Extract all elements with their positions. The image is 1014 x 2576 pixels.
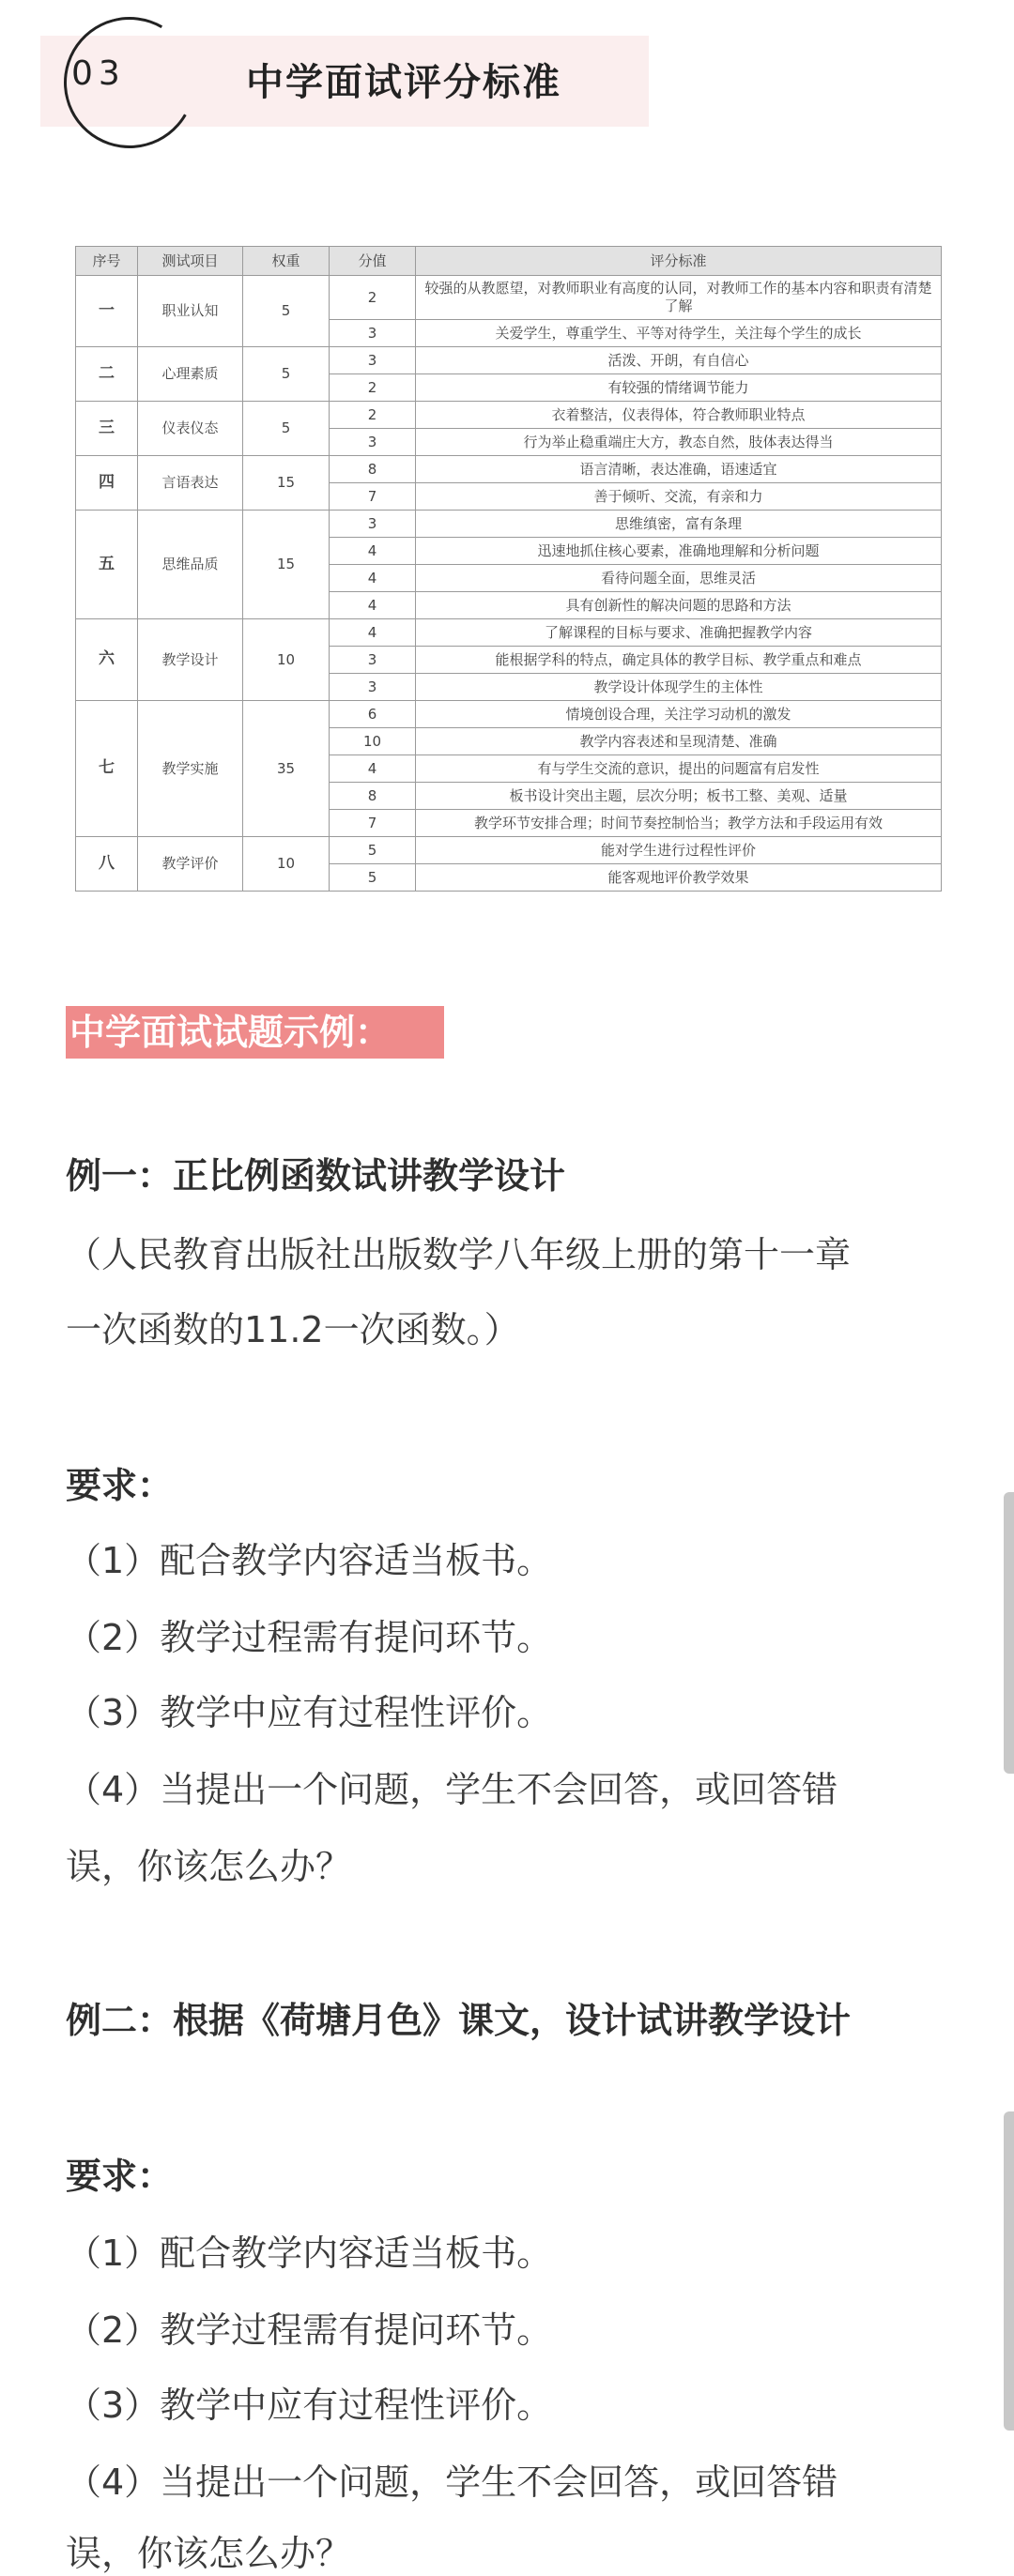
example2-title: 例二：根据《荷塘月色》课文，设计试讲教学设计	[66, 2000, 852, 2041]
score: 10	[330, 728, 416, 755]
criterion: 情境创设合理，关注学习动机的激发	[416, 701, 942, 728]
column-header: 序号	[76, 247, 138, 276]
score: 6	[330, 701, 416, 728]
page-title: 中学面试评分标准	[246, 61, 561, 104]
test-item: 教学实施	[138, 701, 243, 837]
example1-subtitle-line2: 一次函数的11.2一次函数。）	[66, 1309, 520, 1350]
score: 4	[330, 538, 416, 565]
score: 2	[330, 276, 416, 320]
table-row	[76, 511, 942, 538]
criterion: 有较强的情绪调节能力	[416, 374, 942, 402]
example2-requirement-4-line1: （4）当提出一个问题，学生不会回答，或回答错	[66, 2462, 838, 2503]
item-number: 一	[76, 276, 138, 347]
criterion: 具有创新性的解决问题的思路和方法	[416, 592, 942, 619]
test-item: 思维品质	[138, 511, 243, 619]
example1-subtitle-line1: （人民教育出版社出版数学八年级上册的第十一章	[66, 1234, 852, 1275]
criterion: 衣着整洁，仪表得体，符合教师职业特点	[416, 402, 942, 429]
score: 4	[330, 592, 416, 619]
table-row	[76, 619, 942, 647]
item-number: 八	[76, 837, 138, 892]
score: 4	[330, 619, 416, 647]
example2-requirement-3: （3）教学中应有过程性评价。	[66, 2385, 553, 2426]
item-number: 二	[76, 347, 138, 402]
criterion: 看待问题全面，思维灵活	[416, 565, 942, 592]
table-row	[76, 347, 942, 374]
weight: 15	[243, 456, 330, 511]
score: 3	[330, 647, 416, 674]
criterion: 迅速地抓住核心要素，准确地理解和分析问题	[416, 538, 942, 565]
weight: 5	[243, 276, 330, 347]
score: 7	[330, 483, 416, 511]
criterion: 教学环节安排合理；时间节奏控制恰当；教学方法和手段运用有效	[416, 810, 942, 837]
score: 3	[330, 347, 416, 374]
example2-requirement-1: （1）配合教学内容适当板书。	[66, 2233, 553, 2274]
table-header-row	[76, 247, 942, 276]
criterion: 能对学生进行过程性评价	[416, 837, 942, 864]
criterion: 活泼、开朗，有自信心	[416, 347, 942, 374]
criterion: 教学设计体现学生的主体性	[416, 674, 942, 701]
criterion: 思维缜密，富有条理	[416, 511, 942, 538]
scrollbar-thumb[interactable]	[1004, 1492, 1014, 1774]
table-row	[76, 701, 942, 728]
score: 8	[330, 456, 416, 483]
section-number: 03	[71, 54, 126, 93]
score: 3	[330, 674, 416, 701]
test-item: 职业认知	[138, 276, 243, 347]
example1-requirement-4-line1: （4）当提出一个问题，学生不会回答，或回答错	[66, 1769, 838, 1810]
score: 5	[330, 864, 416, 892]
criterion: 了解课程的目标与要求、准确把握教学内容	[416, 619, 942, 647]
example2-requirement-4-line2: 误，你该怎么办？	[66, 2533, 352, 2574]
example2-requirements-label: 要求：	[66, 2156, 174, 2197]
column-header: 分值	[330, 247, 416, 276]
item-number: 三	[76, 402, 138, 456]
criterion: 能根据学科的特点，确定具体的教学目标、教学重点和难点	[416, 647, 942, 674]
weight: 10	[243, 619, 330, 701]
score: 4	[330, 755, 416, 783]
example2-requirement-2: （2）教学过程需有提问环节。	[66, 2309, 553, 2351]
criterion: 能客观地评价教学效果	[416, 864, 942, 892]
weight: 5	[243, 402, 330, 456]
test-item: 教学设计	[138, 619, 243, 701]
column-header: 测试项目	[138, 247, 243, 276]
score: 7	[330, 810, 416, 837]
item-number: 七	[76, 701, 138, 837]
weight: 10	[243, 837, 330, 892]
example1-requirement-3: （3）教学中应有过程性评价。	[66, 1692, 553, 1733]
score: 8	[330, 783, 416, 810]
section-label: 中学面试试题示例：	[66, 1006, 444, 1059]
weight: 5	[243, 347, 330, 402]
criterion: 有与学生交流的意识，提出的问题富有启发性	[416, 755, 942, 783]
test-item: 仪表仪态	[138, 402, 243, 456]
example1-requirement-4-line2: 误，你该怎么办？	[66, 1846, 352, 1887]
table-row	[76, 837, 942, 864]
weight: 35	[243, 701, 330, 837]
criterion: 善于倾听、交流，有亲和力	[416, 483, 942, 511]
column-header: 评分标准	[416, 247, 942, 276]
criterion: 较强的从教愿望，对教师职业有高度的认同，对教师工作的基本内容和职责有清楚了解	[416, 276, 942, 320]
score: 2	[330, 402, 416, 429]
test-item: 心理素质	[138, 347, 243, 402]
score: 3	[330, 320, 416, 347]
criterion: 行为举止稳重端庄大方，教态自然，肢体表达得当	[416, 429, 942, 456]
scoring-table	[75, 246, 942, 892]
example1-title: 例一：正比例函数试讲教学设计	[66, 1155, 566, 1197]
score: 3	[330, 511, 416, 538]
item-number: 六	[76, 619, 138, 701]
table-row	[76, 276, 942, 320]
scrollbar-thumb[interactable]	[1004, 2111, 1014, 2431]
column-header: 权重	[243, 247, 330, 276]
test-item: 言语表达	[138, 456, 243, 511]
criterion: 教学内容表述和呈现清楚、准确	[416, 728, 942, 755]
weight: 15	[243, 511, 330, 619]
example1-requirement-2: （2）教学过程需有提问环节。	[66, 1617, 553, 1658]
score: 2	[330, 374, 416, 402]
example1-requirements-label: 要求：	[66, 1465, 174, 1506]
table-row	[76, 402, 942, 429]
score: 5	[330, 837, 416, 864]
item-number: 四	[76, 456, 138, 511]
table-row	[76, 456, 942, 483]
item-number: 五	[76, 511, 138, 619]
criterion: 板书设计突出主题，层次分明；板书工整、美观、适量	[416, 783, 942, 810]
example1-requirement-1: （1）配合教学内容适当板书。	[66, 1540, 553, 1581]
criterion: 关爱学生，尊重学生、平等对待学生，关注每个学生的成长	[416, 320, 942, 347]
score: 3	[330, 429, 416, 456]
criterion: 语言清晰，表达准确，语速适宜	[416, 456, 942, 483]
score: 4	[330, 565, 416, 592]
test-item: 教学评价	[138, 837, 243, 892]
